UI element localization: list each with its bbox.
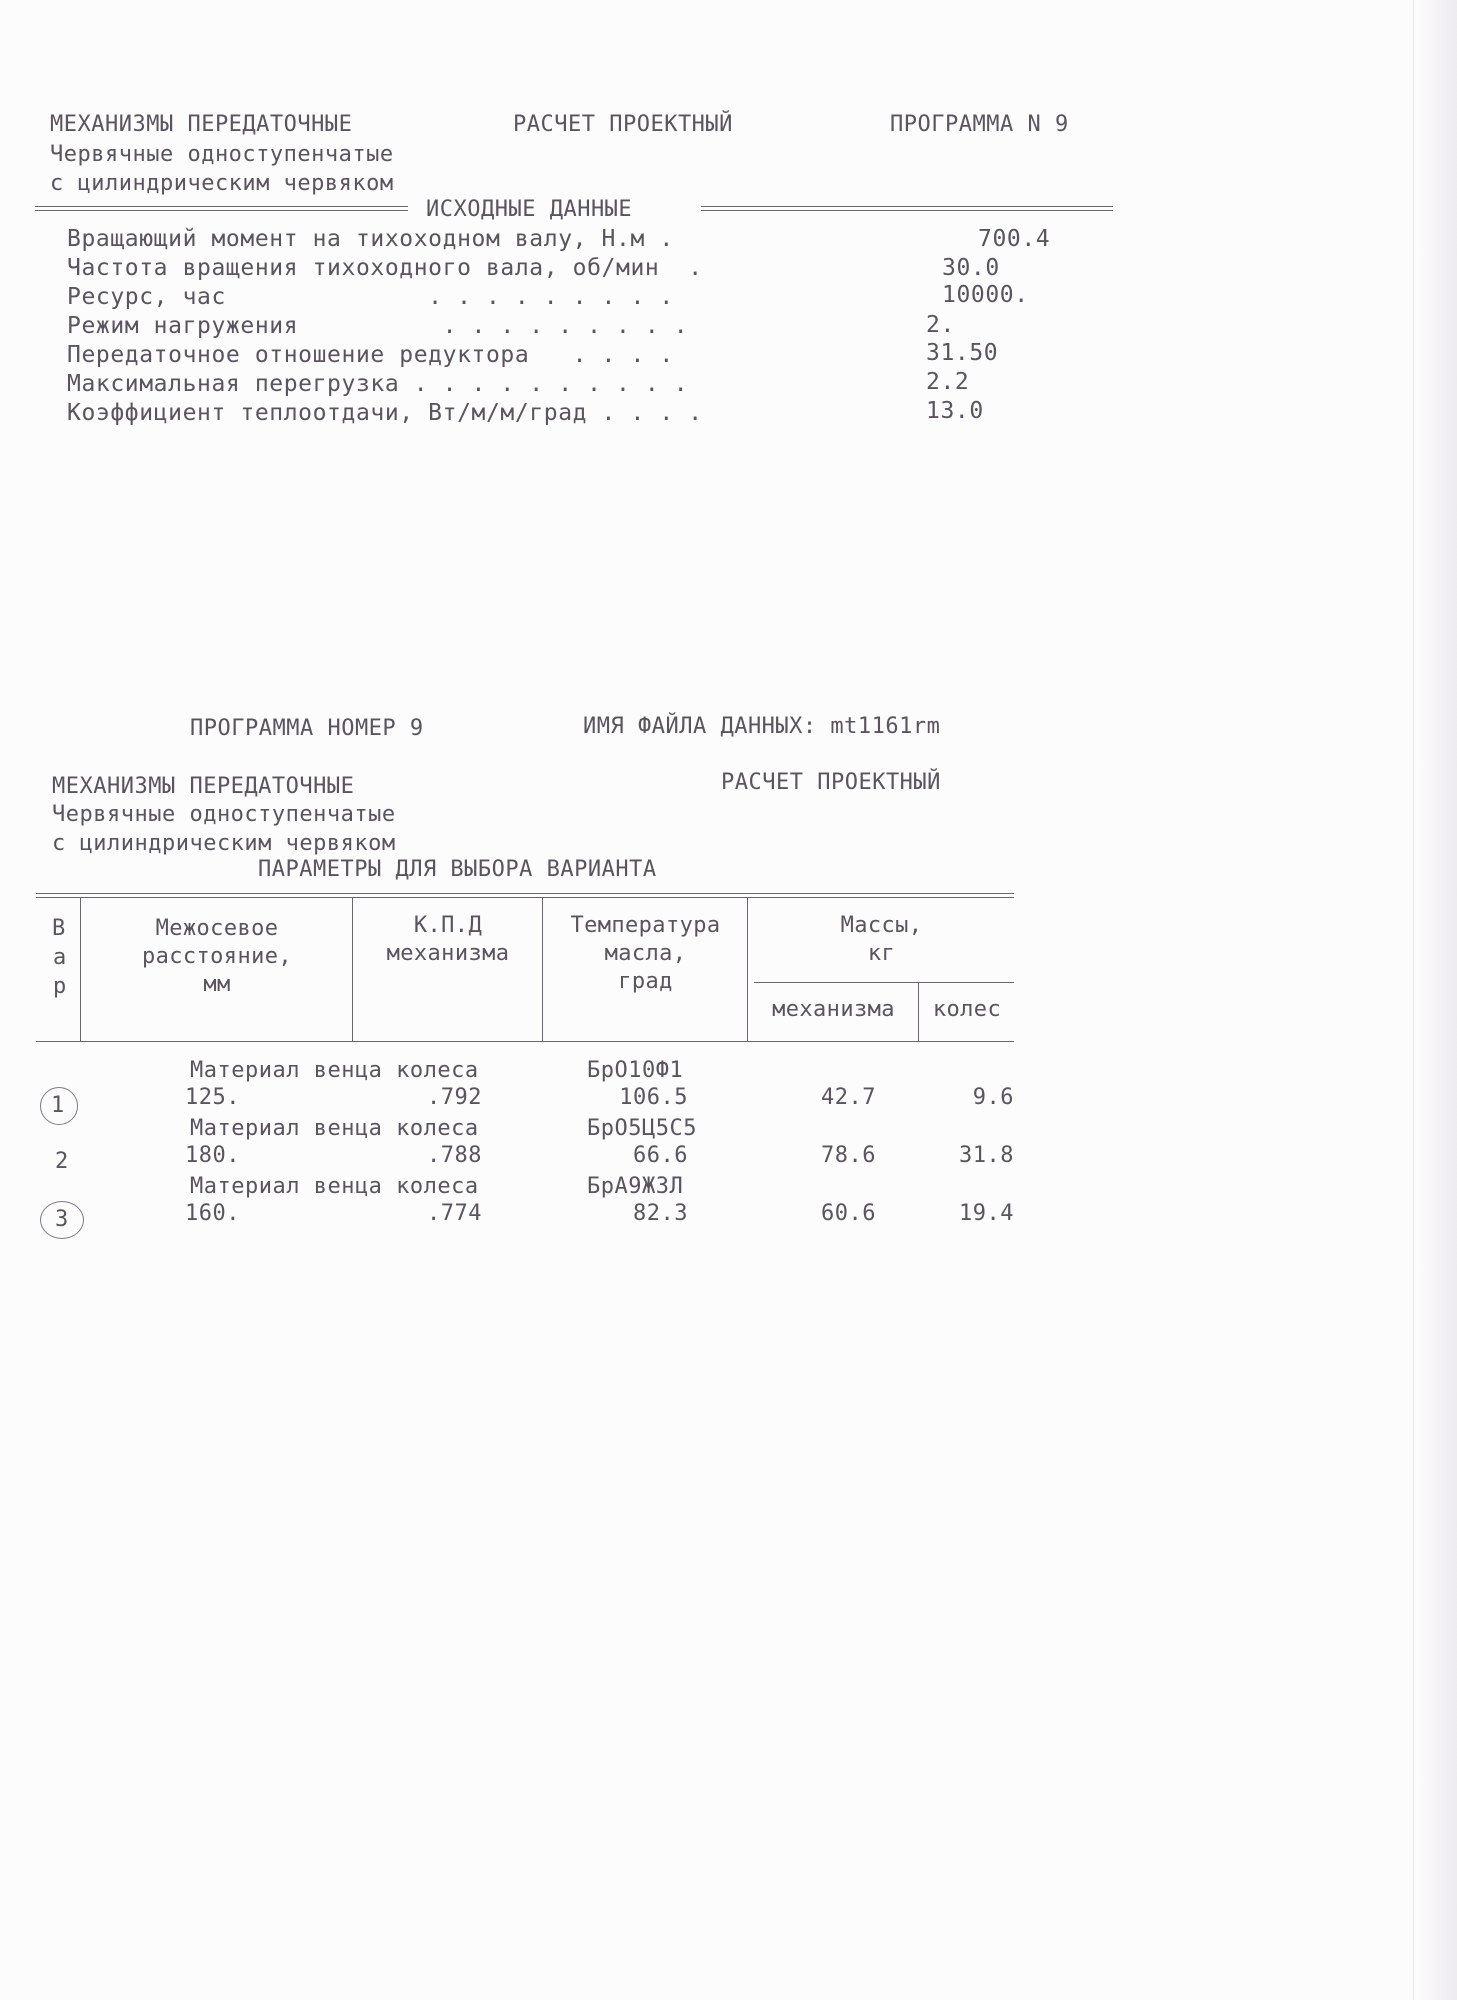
- param-value: 10000.: [942, 282, 1029, 308]
- variant-number: 3: [55, 1207, 69, 1232]
- col-divider: [747, 898, 748, 1041]
- param-label: Коэффициент теплоотдачи, Вт/м/м/град . . . .: [67, 400, 703, 426]
- header-temperature: Температура масла, град: [570, 913, 721, 994]
- header-mass-wheels: колес: [932, 997, 1002, 1022]
- material-value: БрО10Ф1: [587, 1058, 684, 1083]
- col-divider: [352, 898, 353, 1041]
- double-rule-left: [35, 206, 408, 211]
- param-label: Вращающий момент на тихоходном валу, Н.м .: [67, 226, 674, 252]
- material-label: Материал венца колеса: [190, 1174, 479, 1199]
- double-rule-right: [701, 206, 1113, 211]
- param-value: 13.0: [926, 398, 984, 424]
- header-mechanisms: МЕХАНИЗМЫ ПЕРЕДАТОЧНЫЕ: [50, 112, 353, 137]
- param-value: 2.: [926, 312, 955, 338]
- distance-value: 180.: [185, 1143, 240, 1168]
- temperature-value: 82.3: [633, 1201, 688, 1226]
- header-calc: РАСЧЕТ ПРОЕКТНЫЙ: [513, 112, 733, 137]
- col-divider: [542, 898, 543, 1041]
- mass-mechanism-value: 78.6: [821, 1143, 876, 1168]
- mass-wheels-value: 9.6: [972, 1085, 1014, 1110]
- page-edge-line: [1413, 0, 1414, 2000]
- mass-mechanism-value: 60.6: [821, 1201, 876, 1226]
- material-value: БрО5Ц5С5: [587, 1116, 697, 1141]
- masses-sub-rule: [754, 982, 1014, 983]
- table-top-rule: [36, 893, 1014, 898]
- param-value: 31.50: [926, 340, 999, 366]
- section2-mechanisms: МЕХАНИЗМЫ ПЕРЕДАТОЧНЫЕ: [52, 774, 355, 799]
- header-mass-mechanism: механизма: [772, 997, 895, 1022]
- distance-value: 125.: [185, 1085, 240, 1110]
- col-divider: [80, 898, 81, 1041]
- param-label: Максимальная перегрузка . . . . . . . . . .: [67, 371, 689, 397]
- variant-letter: а: [53, 945, 67, 970]
- mass-wheels-value: 19.4: [959, 1201, 1014, 1226]
- param-value: 700.4: [978, 226, 1051, 252]
- table-header-bottom-rule: [36, 1041, 1014, 1042]
- mass-wheels-value: 31.8: [959, 1143, 1014, 1168]
- param-label: Частота вращения тихоходного вала, об/мин .: [67, 255, 703, 281]
- param-value: 2.2: [926, 369, 970, 395]
- header-efficiency: К.П.Д механизма: [386, 913, 510, 966]
- distance-value: 160.: [185, 1201, 240, 1226]
- param-label: Ресурс, час . . . . . . . . .: [67, 284, 674, 310]
- param-label: Передаточное отношение редуктора . . . .: [67, 342, 674, 368]
- header-program: ПРОГРАММА N 9: [890, 112, 1069, 137]
- param-value: 30.0: [942, 255, 1000, 281]
- temperature-value: 106.5: [619, 1085, 688, 1110]
- material-value: БрА9Ж3Л: [587, 1174, 684, 1199]
- program-number: ПРОГРАММА НОМЕР 9: [190, 716, 424, 741]
- variant-letter: В: [52, 916, 66, 941]
- col-divider: [918, 982, 919, 1041]
- header-masses: Массы, кг: [840, 913, 923, 966]
- mass-mechanism-value: 42.7: [821, 1085, 876, 1110]
- data-file-name: ИМЯ ФАЙЛА ДАННЫХ: mt1161rm: [583, 714, 941, 739]
- variant-letter: р: [53, 974, 67, 999]
- initial-data-title: ИСХОДНЫЕ ДАННЫЕ: [426, 197, 633, 222]
- efficiency-value: .788: [427, 1143, 482, 1168]
- variant-number: 1: [51, 1093, 65, 1118]
- header-type-line1: Червячные одноступенчатые: [50, 142, 394, 167]
- header-type-line2: с цилиндрическим червяком: [50, 171, 394, 196]
- param-label: Режим нагружения . . . . . . . . .: [67, 313, 689, 339]
- page-edge-shadow: [1417, 0, 1457, 2000]
- temperature-value: 66.6: [633, 1143, 688, 1168]
- material-label: Материал венца колеса: [190, 1116, 479, 1141]
- params-title: ПАРАМЕТРЫ ДЛЯ ВЫБОРА ВАРИАНТА: [258, 857, 657, 882]
- efficiency-value: .774: [427, 1201, 482, 1226]
- variant-number: 2: [55, 1149, 69, 1174]
- section2-type-line1: Червячные одноступенчатые: [52, 802, 396, 827]
- efficiency-value: .792: [427, 1085, 482, 1110]
- header-distance: Межосевое расстояние, мм: [141, 916, 293, 997]
- section2-type-line2: с цилиндрическим червяком: [52, 831, 396, 856]
- material-label: Материал венца колеса: [190, 1058, 479, 1083]
- section2-calc: РАСЧЕТ ПРОЕКТНЫЙ: [721, 770, 941, 795]
